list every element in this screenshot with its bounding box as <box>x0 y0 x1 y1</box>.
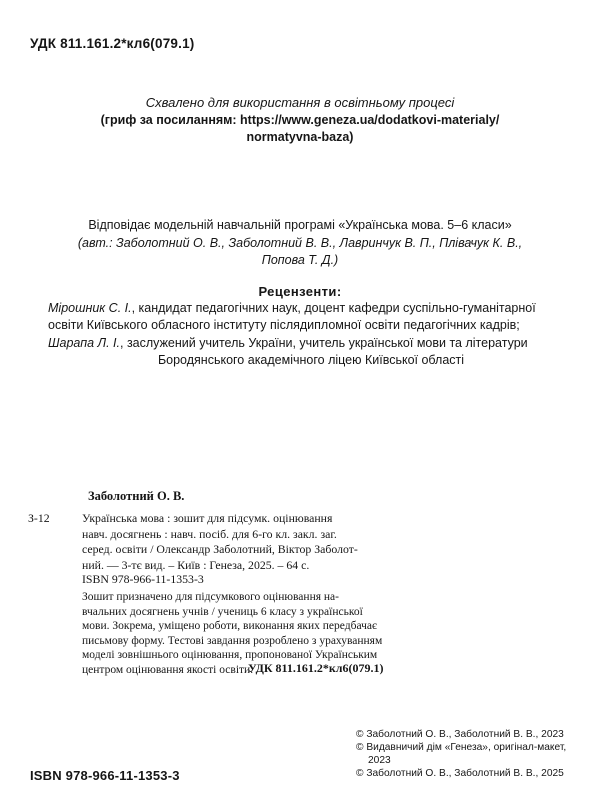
copyright-notices <box>356 728 596 780</box>
reviewer-details: , заслужений учитель України, учитель української мови та літератури <box>120 336 528 350</box>
copyright-line: © Заболотний О. В., Заболотний В. В., 2025 <box>356 768 564 779</box>
card-description-line: серед. освіти / Олександр Заболотний, Віктор Заболот- <box>82 542 358 556</box>
reviewer-name: Мірошник С. І. <box>48 301 132 315</box>
reviewer-item <box>48 300 574 333</box>
approval-line-2: (гриф за посиланням: https://www.geneza.ua/dodatkovi-materialy/ <box>100 112 500 127</box>
reviewer-name: Шарапа Л. І. <box>48 336 120 350</box>
reviewer-details-line-2: освіти Київського обласного інституту післядипломної освіти педагогічних кадрів; <box>48 317 520 332</box>
program-authors-line-1: (авт.: Заболотний О. В., Заболотний В. В., Лавринчук В. П., Плівачук К. В., <box>77 235 523 250</box>
approval-stamp <box>40 94 560 147</box>
card-annotation-line: вчальних досягнень учнів / учениць 6 класу з української <box>82 605 363 618</box>
card-annotation-line: центром оцінювання якості освіти. <box>82 663 254 676</box>
reviewer-details-line-2: Бородянського академічного ліцею Київської області <box>157 352 465 367</box>
copyright-line: © Заболотний О. В., Заболотний В. В., 2023 <box>356 729 564 740</box>
card-description-line: ний. — 3-тє вид. – Київ : Генеза, 2025. – 64 с. <box>82 557 310 572</box>
card-description-line: навч. досягнень : навч. посіб. для 6-го кл. закл. заг. <box>82 526 337 541</box>
card-annotation-line: мови. Зокрема, уміщено роботи, виконання яких передбачає <box>82 620 377 632</box>
reviewer-item <box>48 335 574 368</box>
isbn-bottom: ISBN 978-966-11-1353-3 <box>30 768 180 783</box>
card-annotation-line: моделі зовнішнього оцінювання, пропонованої Українським <box>82 649 378 661</box>
program-line-1: Відповідає модельній навчальній програмі «Українська мова. 5–6 класи» <box>88 218 512 232</box>
card-author: Заболотний О. В. <box>88 489 185 503</box>
reviewers-heading: Рецензенти: <box>258 284 342 299</box>
copyright-line: 2023 <box>368 755 391 766</box>
card-annotation-line: письмову форму. Тестові завдання розроблено з урахуванням <box>82 634 383 647</box>
program-authors-line-2: Попова Т. Д.) <box>261 253 339 267</box>
card-code: З-12 <box>28 511 50 525</box>
card-annotation-line: Зошит призначено для підсумкового оцінювання на- <box>82 591 339 603</box>
reviewer-details: , кандидат педагогічних наук, доцент кафедри суспільно-гуманітарної <box>131 301 536 315</box>
approval-line-3: normatyvna-baza) <box>246 130 354 144</box>
card-description <box>82 511 400 573</box>
copyright-line: © Видавничий дім «Генеза», оригінал-макет, <box>356 742 567 753</box>
udk-code-top: УДК 811.161.2*кл6(079.1) <box>30 36 195 51</box>
approval-line-1: Схвалено для використання в освітньому процесі <box>145 95 455 110</box>
card-description-line: Українська мова : зошит для підсумк. оцінювання <box>82 511 333 525</box>
reviewers-list <box>48 300 574 370</box>
card-udk: УДК 811.161.2*кл6(079.1) <box>248 661 384 675</box>
card-isbn: ISBN 978-966-11-1353-3 <box>82 572 204 586</box>
program-compliance <box>40 217 560 270</box>
